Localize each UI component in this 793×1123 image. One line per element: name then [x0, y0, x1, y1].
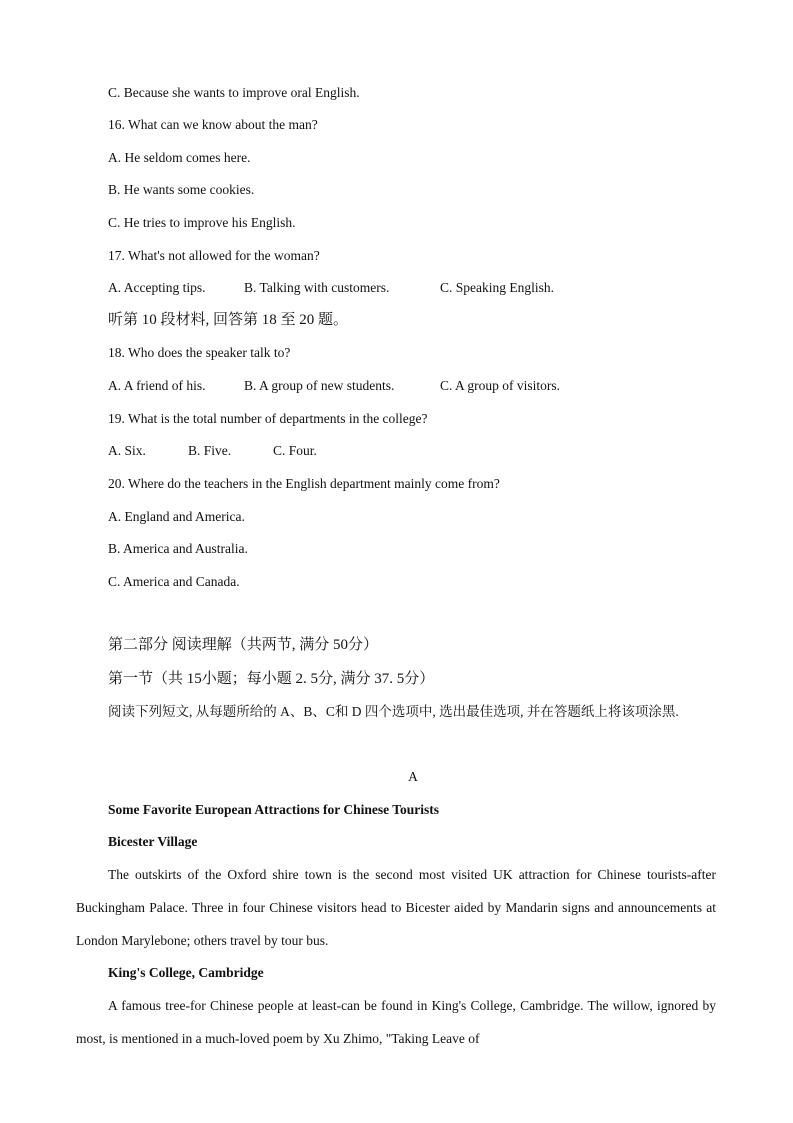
q17-options: [108, 279, 554, 297]
q18-option-a: A. A friend of his.: [108, 378, 206, 393]
q16-option-a: A. He seldom comes here.: [108, 150, 251, 165]
q19-option-a: A. Six.: [108, 443, 146, 458]
q17-option-a: A. Accepting tips.: [108, 280, 206, 295]
q18-option-b: B. A group of new students.: [244, 378, 395, 393]
q16-option-b: B. He wants some cookies.: [108, 182, 255, 197]
question-17: 17. What's not allowed for the woman?: [108, 248, 320, 263]
question-18: 18. Who does the speaker talk to?: [108, 345, 291, 360]
q18-option-c: C. A group of visitors.: [440, 378, 561, 393]
paragraph-bicester: [76, 858, 716, 957]
subheading-kings-college: King's College, Cambridge: [108, 965, 264, 980]
q19-option-b: B. Five.: [188, 443, 232, 458]
q17-option-c: C. Speaking English.: [440, 280, 554, 295]
question-19: 19. What is the total number of departments in the college?: [108, 411, 428, 426]
question-20: 20. Where do the teachers in the English department mainly come from?: [108, 476, 500, 491]
q17-option-b: B. Talking with customers.: [244, 280, 390, 295]
section-10-instruction: 听第 10 段材料, 回答第 18 至 20 题。: [108, 312, 349, 328]
paragraph-kings-college: [76, 989, 716, 1055]
reading-instruction: [76, 696, 716, 728]
question-16: 16. What can we know about the man?: [108, 117, 318, 132]
part-2-title: 第二部分 阅读理解（共两节, 满分 50分）: [108, 637, 379, 653]
q18-options: [108, 377, 560, 395]
reading-instruction-text: 阅读下列短文, 从每题所给的 A、B、C和 D 四个选项中, 选出最佳选项, 并在答题纸上将该项涂黑.: [108, 704, 679, 719]
q20-option-b: B. America and Australia.: [108, 541, 248, 556]
paragraph-kings-college-text: A famous tree-for Chinese people at least-can be found in King's College, Cambridge. The willow, ignored by most, is mentioned in a much-loved poem by Xu Zhimo, "Taking Leave of: [76, 998, 716, 1046]
passage-title: Some Favorite European Attractions for Chinese Tourists: [108, 802, 440, 817]
q16-option-c: C. He tries to improve his English.: [108, 215, 296, 230]
q20-option-c: C. America and Canada.: [108, 574, 240, 589]
passage-label: A: [408, 769, 418, 784]
q20-option-a: A. England and America.: [108, 509, 245, 524]
q15-option-c: C. Because she wants to improve oral English.: [108, 85, 360, 100]
paragraph-bicester-text: The outskirts of the Oxford shire town is the second most visited UK attraction for Chinese tourists-after Buckingham Palace. Three in four Chinese visitors head to Bicester aided by Mandarin signs and announcements at London Marylebone; others travel by tour bus.: [76, 867, 716, 948]
section-1-title: 第一节（共 15小题；每小题 2. 5分, 满分 37. 5分）: [108, 671, 435, 687]
q19-options: [108, 442, 317, 460]
q19-option-c: C. Four.: [273, 443, 317, 458]
subheading-bicester-village: Bicester Village: [108, 834, 198, 849]
